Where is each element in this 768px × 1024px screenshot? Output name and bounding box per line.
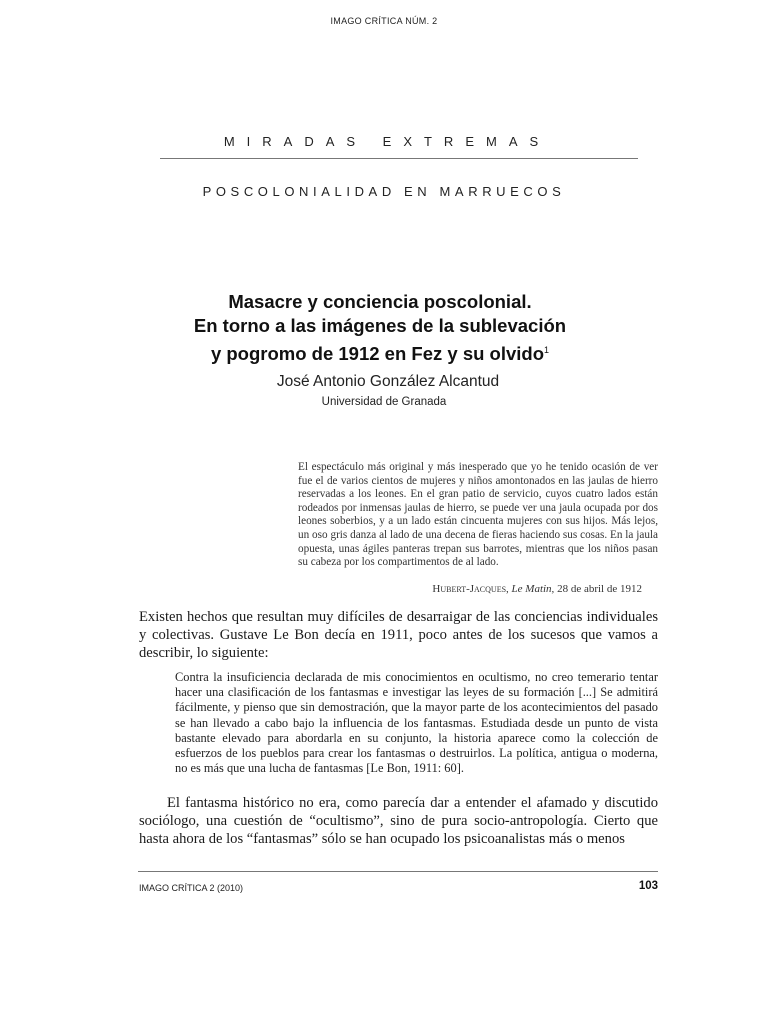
subsection-title: POSCOLONIALIDAD EN MARRUECOS xyxy=(202,184,566,199)
author-affiliation: Universidad de Granada xyxy=(321,396,447,408)
block-quote: Contra la insuficiencia declarada de mis conocimientos en ocultismo, no creo temerario tentar hacer una clasificación de los fantasmas e investigar las leyes de su formación [...] Se admitirá fácilmente, y pienso que sin demostración, que la mayor parte de los acontecimientos del pasado se han llevado a cabo bajo la influencia de los fantasmas. Estudiada desde un punto de vista bastante elevado para abordarla en su conjunto, la historia aparece como la colección de esfuerzos de los pueblos para crear los fantasmas o destruirlos. La política, antigua o moderna, no es más que una lucha de fantasmas [Le Bon, 1911: 60]. xyxy=(175,670,658,776)
article-title xyxy=(120,290,640,366)
article-title-line-3-text: y pogromo de 1912 en Fez y su olvido xyxy=(210,343,545,365)
footer-divider xyxy=(138,871,658,872)
epigraph-source-publication: Le Matin, xyxy=(511,583,555,595)
running-header: IMAGO CRÍTICA NÚM. 2 xyxy=(330,16,438,26)
article-title-line-1: Masacre y conciencia poscolonial. xyxy=(228,291,532,312)
author-name: José Antonio González Alcantud xyxy=(276,373,500,390)
epigraph-source xyxy=(298,583,642,595)
footnote-marker[interactable]: 1 xyxy=(544,345,550,355)
body-paragraph-2: El fantasma histórico no era, como parecía dar a entender el afamado y discutido sociólogo, una cuestión de “ocultismo”, sino de pura socio-antropología. Cierto que hasta ahora de los “fantasmas” sólo se han ocupado los psicoanalistas más o menos xyxy=(139,795,658,847)
epigraph-source-date: 28 de abril de 1912 xyxy=(557,583,642,595)
epigraph-text: El espectáculo más original y más inesperado que yo he tenido ocasión de ver fue el de varios cientos de mujeres y niños amontonados en las jaulas de hierro reservadas a los leones. En el gran patio de servicio, cuyos cuatro lados están rodeados por inmensas jaulas de hierro, se puede ver una jaula ocupada por dos leones soberbios, y a un lado están cincuenta mujeres con sus hijos. Más lejos, un oso gris danza al lado de una decena de fieras haciendo sus cosas. En la jaula opuesta, unas ágiles panteras trepan sus barrotes, mientras que los niños pasan su cabeza por los compartimentos de al lado. xyxy=(298,461,658,569)
article-title-line-3 xyxy=(120,338,640,366)
article-title-line-2: En torno a las imágenes de la sublevación xyxy=(193,315,567,336)
section-divider xyxy=(160,158,638,159)
section-title: MIRADAS EXTREMAS xyxy=(223,134,551,149)
page-number: 103 xyxy=(638,880,658,892)
footer-journal: IMAGO CRÍTICA 2 (2010) xyxy=(139,883,244,893)
body-paragraph-1: Existen hechos que resultan muy difíciles de desarraigar de las conciencias individuales y colectivas. Gustave Le Bon decía en 1911, poco antes de los sucesos que vamos a describir, lo siguiente: xyxy=(139,609,658,661)
epigraph-source-author: Hubert-Jacques, xyxy=(432,583,509,595)
